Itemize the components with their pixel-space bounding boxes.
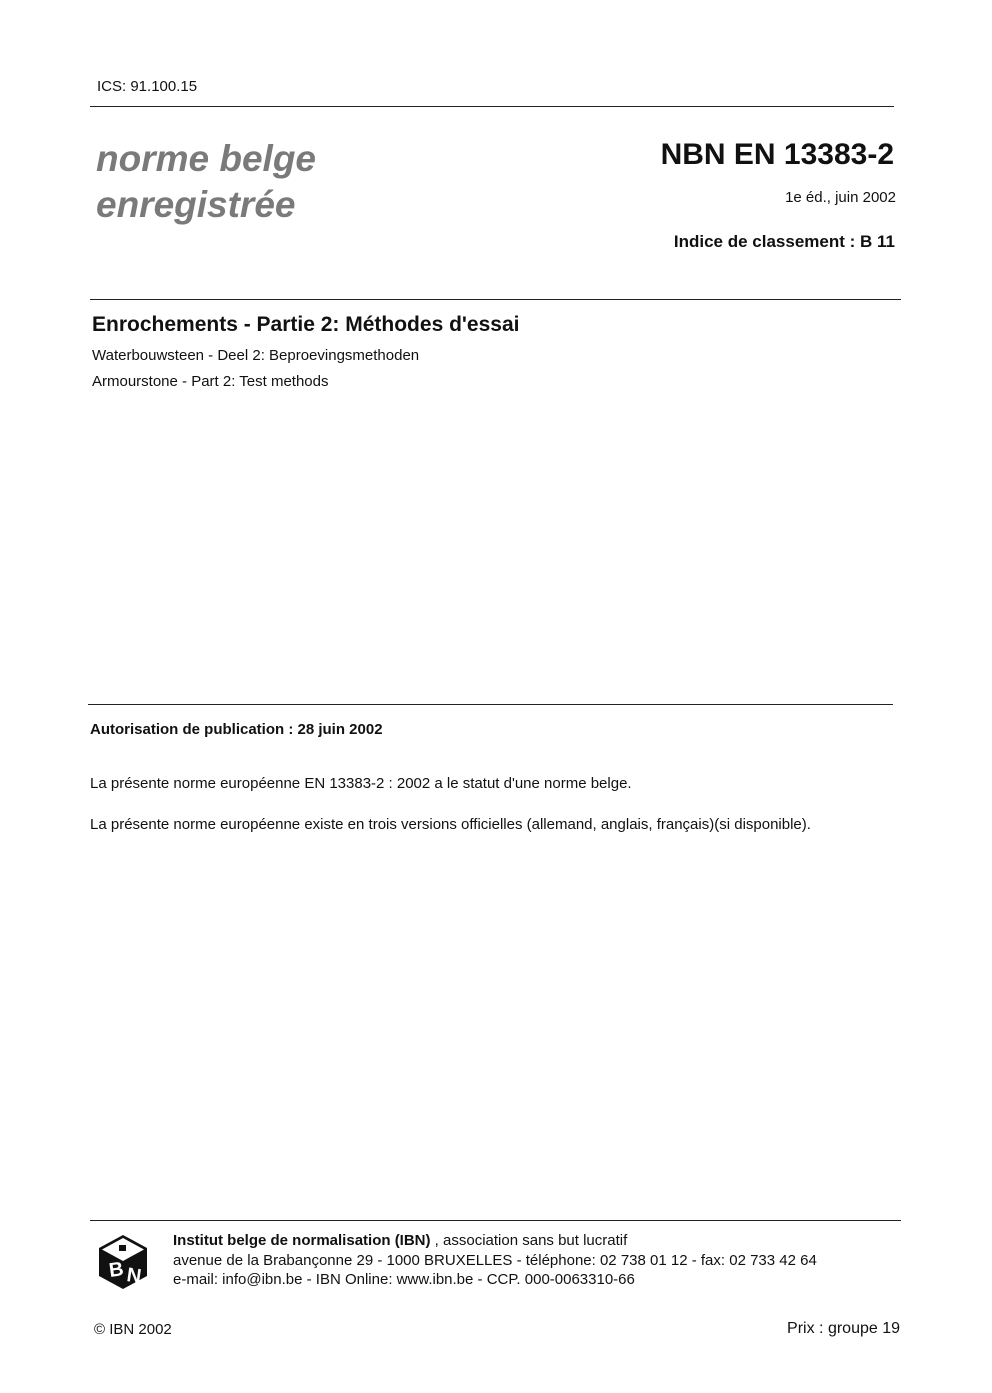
title-french: Enrochements - Partie 2: Méthodes d'essai — [92, 313, 520, 336]
institute-address: avenue de la Brabançonne 29 - 1000 BRUXELLES - téléphone: 02 738 01 12 - fax: 02 733 42 64 — [173, 1252, 817, 1269]
svg-text:N: N — [125, 1264, 143, 1288]
title-dutch: Waterbouwsteen - Deel 2: Beproevingsmethoden — [92, 347, 420, 364]
price-group: Prix : groupe 19 — [787, 1320, 900, 1337]
footer-divider — [90, 1220, 901, 1221]
body-divider — [88, 704, 893, 705]
copyright: © IBN 2002 — [94, 1321, 172, 1338]
brand-line-1: norme belge — [96, 138, 316, 179]
edition-date: 1e éd., juin 2002 — [785, 189, 896, 206]
svg-text:B: B — [107, 1258, 126, 1282]
ibn-logo-icon — [97, 1233, 149, 1291]
institute-line — [173, 1232, 627, 1249]
classification-index: Indice de classement : B 11 — [673, 232, 895, 251]
standard-number: NBN EN 13383-2 — [660, 138, 894, 171]
status-paragraph: La présente norme européenne EN 13383-2 : 2002 a le statut d'une norme belge. — [90, 775, 632, 792]
institute-name: Institut belge de normalisation (IBN) — [173, 1232, 431, 1249]
ics-code: ICS: 91.100.15 — [97, 78, 198, 95]
brand-title — [96, 136, 316, 228]
versions-paragraph: La présente norme européenne existe en trois versions officielles (allemand, anglais, français)(si disponible). — [90, 816, 811, 833]
brand-line-2: enregistrée — [96, 184, 296, 225]
institute-contact: e-mail: info@ibn.be - IBN Online: www.ibn.be - CCP. 000-0063310-66 — [173, 1271, 635, 1288]
authorisation-date: Autorisation de publication : 28 juin 2002 — [90, 721, 383, 738]
institute-suffix: , association sans but lucratif — [430, 1232, 628, 1249]
title-divider — [90, 299, 901, 300]
title-english: Armourstone - Part 2: Test methods — [92, 373, 329, 390]
header-divider — [90, 106, 894, 107]
